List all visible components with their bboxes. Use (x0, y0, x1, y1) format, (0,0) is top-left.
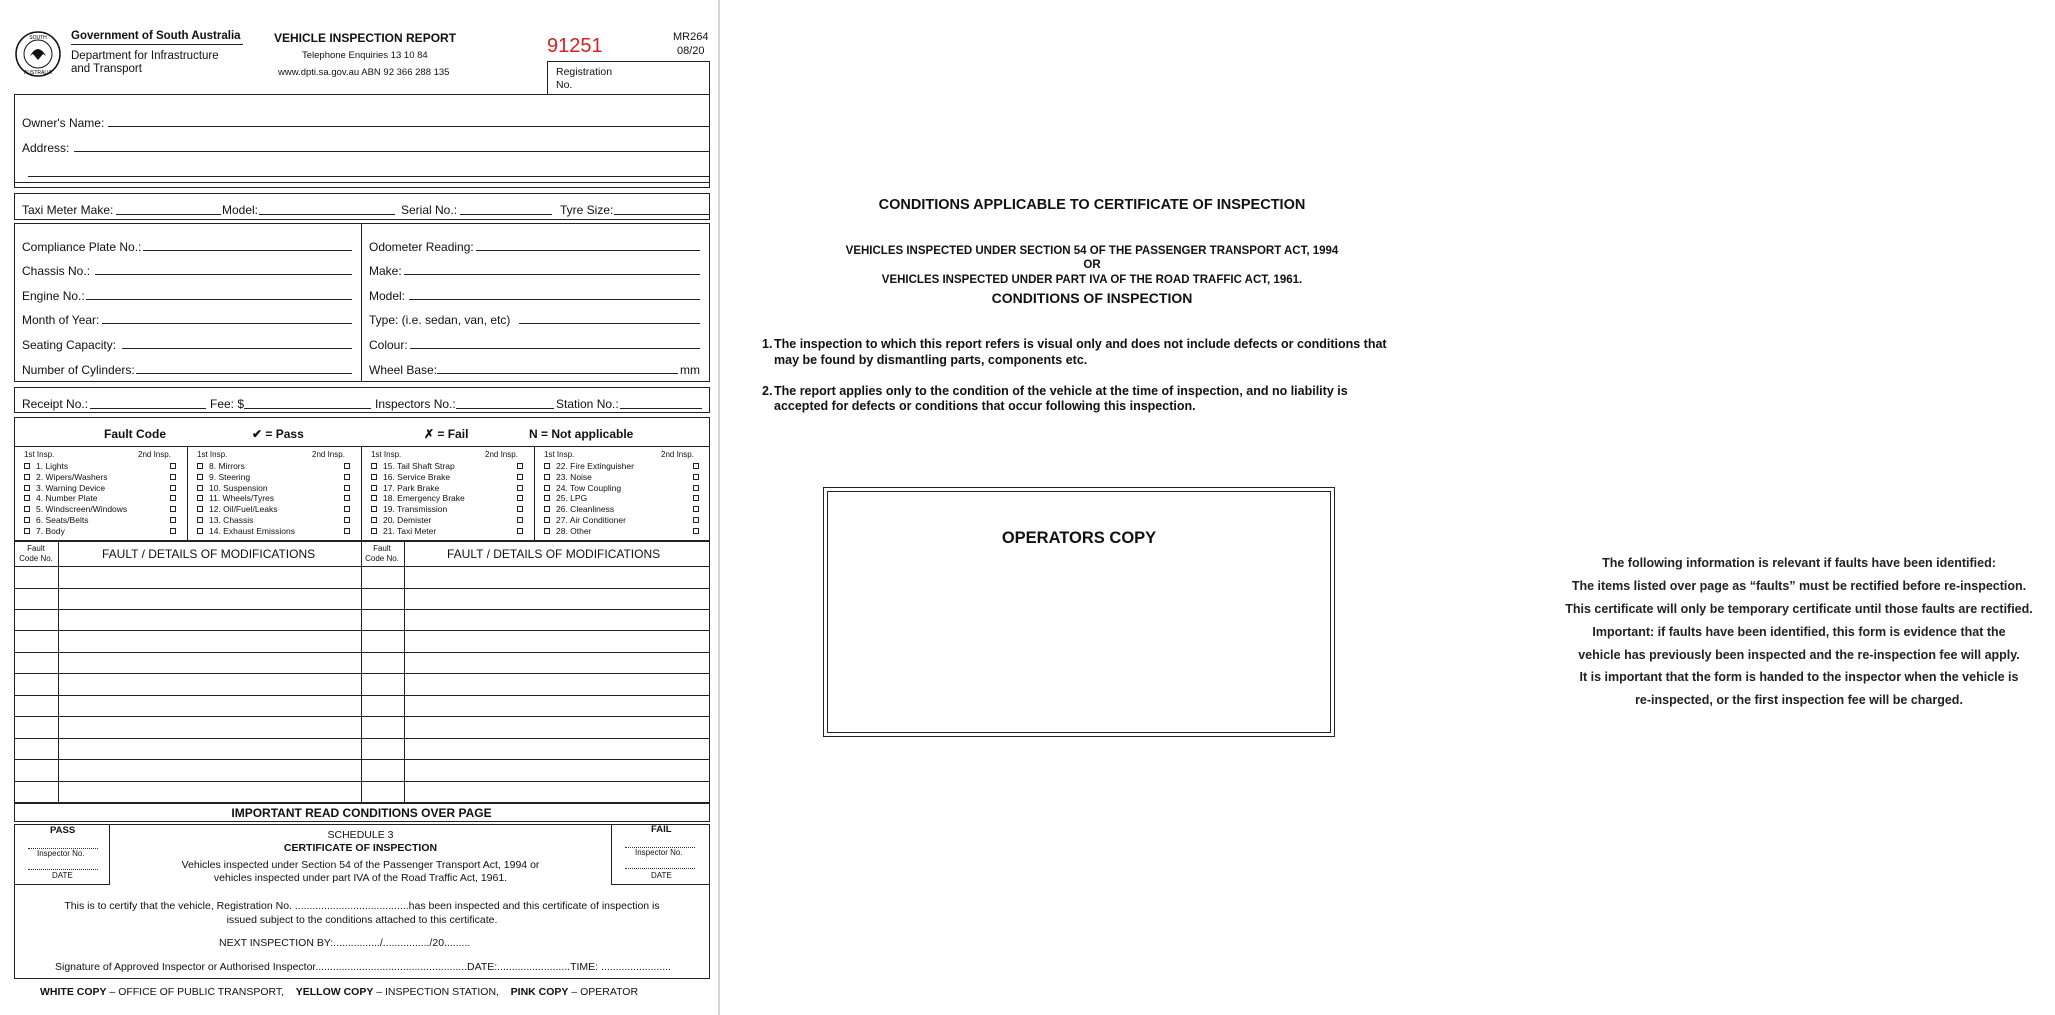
second-insp-checkbox[interactable] (170, 528, 176, 534)
gov-name: Government of South Australia (71, 30, 241, 42)
second-insp-checkbox[interactable] (170, 517, 176, 523)
first-insp-checkbox[interactable] (371, 506, 377, 512)
first-insp-checkbox[interactable] (544, 517, 550, 523)
fail-inspector-label: Inspector No. (635, 848, 683, 857)
second-insp-checkbox[interactable] (170, 506, 176, 512)
first-insp-checkbox[interactable] (197, 463, 203, 469)
vehicle-left-label: Chassis No.: (22, 264, 91, 278)
second-insp-checkbox[interactable] (517, 485, 523, 491)
pass-date-label: DATE (52, 871, 73, 880)
conditions-subheading-1: VEHICLES INSPECTED UNDER SECTION 54 OF THE PASSENGER TRANSPORT ACT, 1994 (845, 245, 1339, 257)
second-insp-checkbox[interactable] (693, 528, 699, 534)
checklist-item-label: 26. Cleanliness (556, 504, 615, 515)
first-insp-checkbox[interactable] (544, 495, 550, 501)
table-row[interactable] (14, 695, 710, 696)
copy-distribution (40, 986, 638, 998)
second-insp-checkbox[interactable] (344, 506, 350, 512)
next-inspection-by: NEXT INSPECTION BY:................/................/20......... (219, 937, 471, 949)
station-no-field[interactable] (620, 408, 702, 409)
dept-name-1: Department for Infrastructure (71, 50, 219, 62)
second-insp-header: 2nd Insp. (312, 450, 345, 459)
first-insp-header: 1st Insp. (371, 450, 402, 459)
vehicle-right-field[interactable] (409, 299, 700, 300)
pass-legend: ✔ = Pass (252, 427, 304, 441)
first-insp-checkbox[interactable] (371, 463, 377, 469)
condition-2-line-1: The report applies only to the condition of the vehicle at the time of inspection, and no liability is (774, 384, 1348, 398)
certify-statement-2: issued subject to the conditions attached to this certificate. (226, 914, 498, 926)
checklist-item-label: 23. Noise (556, 471, 592, 482)
fail-date-label: DATE (651, 871, 672, 880)
vehicle-right-label: Make: (369, 264, 402, 278)
taxi-model-field[interactable] (259, 214, 395, 215)
conditions-of-inspection-heading: CONDITIONS OF INSPECTION (991, 290, 1193, 306)
first-insp-checkbox[interactable] (371, 485, 377, 491)
pink-copy-label: PINK COPY (510, 986, 569, 998)
checklist-item-label: 22. Fire Extinguisher (556, 461, 634, 471)
logo-text-bottom: AUSTRALIA (24, 70, 52, 76)
first-insp-header: 1st Insp. (24, 450, 55, 459)
report-page-front (0, 0, 718, 1015)
sa-crest-icon (13, 30, 63, 78)
inspector-signature-line: Signature of Approved Inspector or Authorised Inspector....................................................DATE:.........................TIME: ........................ (55, 961, 672, 973)
second-insp-checkbox[interactable] (693, 485, 699, 491)
vehicle-left-field[interactable] (86, 299, 352, 300)
table-row[interactable] (14, 588, 710, 589)
wheelbase-unit: mm (680, 363, 700, 377)
condition-1-number: 1. (762, 337, 773, 351)
schedule-label: SCHEDULE 3 (327, 829, 394, 841)
first-insp-checkbox[interactable] (371, 474, 377, 480)
checklist-item-label: 20. Demister (383, 515, 432, 525)
logo-text-top: SOUTH (29, 35, 47, 41)
table-row[interactable] (14, 673, 710, 674)
second-insp-checkbox[interactable] (693, 495, 699, 501)
tyre-size-label: Tyre Size: (560, 203, 614, 217)
certificate-title: CERTIFICATE OF INSPECTION (283, 842, 438, 854)
second-insp-checkbox[interactable] (170, 485, 176, 491)
not-applicable-legend: N = Not applicable (529, 427, 634, 441)
vehicle-left-label: Engine No.: (22, 289, 85, 303)
fault-code-col-header-right: Fault Code No. (365, 544, 399, 563)
second-insp-checkbox[interactable] (517, 517, 523, 523)
vehicle-right-field[interactable] (476, 250, 700, 251)
checklist-item-label: 18. Emergency Brake (383, 493, 465, 504)
first-insp-header: 1st Insp. (197, 450, 228, 459)
first-insp-checkbox[interactable] (544, 506, 550, 512)
checklist-item-label: 3. Warning Device (36, 482, 106, 493)
first-insp-checkbox[interactable] (197, 474, 203, 480)
vehicle-right-label: Type: (i.e. sedan, van, etc) (369, 313, 511, 327)
vehicle-left-field[interactable] (95, 274, 352, 275)
first-insp-checkbox[interactable] (24, 463, 30, 469)
operators-copy-line: vehicle has previously been inspected and the re-inspection fee will apply. (1578, 648, 2020, 662)
certify-statement-1: This is to certify that the vehicle, Registration No. .......................................has been inspected and this certificate of inspection is (64, 900, 660, 912)
second-insp-checkbox[interactable] (517, 506, 523, 512)
checklist-item-label: 13. Chassis (209, 515, 254, 525)
vehicle-left-label: Month of Year: (22, 313, 100, 327)
inspectors-no-label: Inspectors No.: (375, 397, 456, 411)
second-insp-checkbox[interactable] (517, 474, 523, 480)
vehicle-left-field[interactable] (143, 250, 352, 251)
first-insp-checkbox[interactable] (24, 495, 30, 501)
table-row[interactable] (14, 759, 710, 760)
second-insp-checkbox[interactable] (170, 463, 176, 469)
vehicle-right-field[interactable] (410, 348, 700, 349)
first-insp-checkbox[interactable] (197, 517, 203, 523)
checklist-item-label: 14. Exhaust Emissions (209, 525, 295, 536)
second-insp-checkbox[interactable] (517, 528, 523, 534)
taxi-meter-make-field[interactable] (116, 214, 221, 215)
first-insp-checkbox[interactable] (197, 495, 203, 501)
taxi-meter-make-label: Taxi Meter Make: (22, 203, 114, 217)
white-copy-label: WHITE COPY (40, 986, 107, 998)
first-insp-checkbox[interactable] (371, 528, 377, 534)
checklist-item-label: 7. Body (36, 525, 65, 536)
first-insp-checkbox[interactable] (24, 485, 30, 491)
first-insp-checkbox[interactable] (544, 485, 550, 491)
phone-enquiries: Telephone Enquiries 13 10 84 (302, 50, 428, 61)
first-insp-checkbox[interactable] (24, 528, 30, 534)
operators-copy-line: This certificate will only be temporary certificate until those faults are rectified. (1565, 602, 2033, 616)
operators-copy-line: re-inspected, or the first inspection fee will be charged. (1635, 693, 1963, 707)
vehicle-right-label: Odometer Reading: (369, 240, 474, 254)
vehicle-left-field[interactable] (122, 348, 352, 349)
vehicle-right-field[interactable] (437, 373, 678, 374)
second-insp-checkbox[interactable] (693, 506, 699, 512)
first-insp-header: 1st Insp. (544, 450, 575, 459)
inspectors-no-field[interactable] (456, 408, 554, 409)
dept-name-2: and Transport (71, 63, 142, 75)
receipt-no-field[interactable] (90, 408, 206, 409)
table-row[interactable] (14, 566, 710, 567)
white-copy-text: – OFFICE OF PUBLIC TRANSPORT, (106, 986, 285, 998)
checklist-item-label: 27. Air Conditioner (556, 515, 626, 525)
checklist-item-label: 24. Tow Coupling (556, 482, 622, 493)
yellow-copy-label: YELLOW COPY (295, 986, 374, 998)
table-row[interactable] (14, 652, 710, 653)
fee-label: Fee: $ (210, 397, 245, 411)
tyre-size-field[interactable] (614, 214, 710, 215)
report-title: VEHICLE INSPECTION REPORT (274, 31, 457, 45)
vehicle-left-label: Seating Capacity: (22, 338, 117, 352)
second-insp-header: 2nd Insp. (661, 450, 694, 459)
conditions-heading: CONDITIONS APPLICABLE TO CERTIFICATE OF INSPECTION (878, 197, 1306, 213)
taxi-serial-field[interactable] (460, 214, 552, 215)
fault-code-heading: Fault Code (104, 427, 166, 441)
certificate-text-2: vehicles inspected under part IVA of the Road Traffic Act, 1961. (213, 872, 508, 884)
checklist-item-label: 21. Taxi Meter (383, 525, 437, 536)
operators-copy-line: The following information is relevant if faults have been identified: (1602, 556, 1996, 570)
first-insp-checkbox[interactable] (371, 517, 377, 523)
second-insp-checkbox[interactable] (693, 517, 699, 523)
second-insp-checkbox[interactable] (693, 463, 699, 469)
pink-copy-text: – OPERATOR (568, 986, 639, 998)
second-insp-checkbox[interactable] (170, 474, 176, 480)
owner-name-field[interactable] (108, 126, 710, 127)
second-insp-checkbox[interactable] (517, 495, 523, 501)
conditions-subheading-2: VEHICLES INSPECTED UNDER PART IVA OF THE ROAD TRAFFIC ACT, 1961. (881, 274, 1303, 286)
table-row[interactable] (14, 716, 710, 717)
receipt-no-label: Receipt No.: (22, 397, 89, 411)
report-page-back (720, 0, 2033, 1015)
operators-copy-line: Important: if faults have been identified, this form is evidence that the (1592, 625, 2006, 639)
condition-1-line-1: The inspection to which this report refers is visual only and does not include defects or conditions that (774, 337, 1387, 351)
first-insp-checkbox[interactable] (544, 463, 550, 469)
first-insp-checkbox[interactable] (371, 495, 377, 501)
checklist-item-label: 9. Steering (209, 471, 251, 482)
second-insp-checkbox[interactable] (344, 485, 350, 491)
checklist-item-label: 1. Lights (36, 461, 69, 471)
second-insp-checkbox[interactable] (344, 474, 350, 480)
checklist-item-label: 6. Seats/Belts (36, 515, 89, 525)
second-insp-header: 2nd Insp. (485, 450, 518, 459)
fault-details-table (14, 541, 710, 803)
second-insp-checkbox[interactable] (693, 474, 699, 480)
vehicle-right-field[interactable] (519, 323, 700, 324)
vehicle-left-field[interactable] (136, 373, 352, 374)
checklist-item-label: 12. Oil/Fuel/Leaks (209, 504, 278, 515)
first-insp-checkbox[interactable] (24, 517, 30, 523)
owner-name-label: Owner's Name: (22, 116, 105, 130)
address-field[interactable] (74, 151, 710, 152)
conditions-subheading-or: OR (1083, 259, 1101, 271)
pass-heading: PASS (50, 825, 76, 836)
operators-copy-title: OPERATORS COPY (1001, 529, 1157, 547)
checklist-item-label: 19. Transmission (383, 504, 448, 515)
registration-box[interactable] (547, 61, 710, 95)
important-banner (14, 803, 710, 822)
checklist-item-label: 17. Park Brake (383, 482, 440, 493)
first-insp-checkbox[interactable] (544, 474, 550, 480)
first-insp-checkbox[interactable] (24, 506, 30, 512)
vehicle-left-label: Number of Cylinders: (22, 363, 135, 377)
checklist-item-label: 8. Mirrors (209, 461, 245, 471)
checklist-item-label: 2. Wipers/Washers (36, 471, 108, 482)
vehicle-right-label: Colour: (369, 338, 408, 352)
pass-inspector-label: Inspector No. (37, 849, 85, 858)
checklist-item-label: 28. Other (556, 525, 592, 536)
table-row[interactable] (14, 609, 710, 610)
operators-copy-line: It is important that the form is handed to the inspector when the vehicle is (1579, 670, 2019, 684)
pass-date-field[interactable] (28, 869, 98, 870)
yellow-copy-text: – INSPECTION STATION, (373, 986, 499, 998)
checklist-item-label: 4. Number Plate (36, 493, 98, 504)
condition-2-number: 2. (762, 384, 773, 398)
owner-section (14, 94, 710, 188)
taxi-model-label: Model: (222, 203, 259, 217)
first-insp-checkbox[interactable] (544, 528, 550, 534)
checklist-item-label: 10. Suspension (209, 482, 268, 493)
form-serial-number: 91251 (547, 35, 603, 57)
operators-copy-line: The items listed over page as “faults” must be rectified before re-inspection. (1571, 579, 2027, 593)
table-row[interactable] (14, 781, 710, 782)
fail-heading: FAIL (651, 824, 672, 835)
fee-field[interactable] (244, 408, 371, 409)
condition-2-line-2: accepted for defects or conditions that occur following this inspection. (774, 399, 1196, 413)
vehicle-left-field[interactable] (102, 323, 352, 324)
table-row[interactable] (14, 630, 710, 631)
second-insp-checkbox[interactable] (344, 517, 350, 523)
second-insp-checkbox[interactable] (344, 463, 350, 469)
fail-date-field[interactable] (625, 868, 695, 869)
vehicle-right-field[interactable] (404, 274, 700, 275)
vehicle-right-label: Model: (369, 289, 406, 303)
second-insp-checkbox[interactable] (344, 528, 350, 534)
checklist-item-label: 11. Wheels/Tyres (209, 493, 275, 504)
second-insp-checkbox[interactable] (344, 495, 350, 501)
checklist-item-label: 15. Tail Shaft Strap (383, 461, 455, 471)
address-field-2[interactable] (28, 176, 710, 177)
registration-label-2: No. (556, 79, 573, 91)
fault-details-col-header-right: FAULT / DETAILS OF MODIFICATIONS (447, 547, 661, 561)
vehicle-left-label: Compliance Plate No.: (22, 240, 142, 254)
fail-legend: ✗ = Fail (424, 427, 469, 441)
checklist-item-label: 25. LPG (556, 493, 588, 504)
registration-label-1: Registration (556, 66, 613, 78)
first-insp-checkbox[interactable] (197, 506, 203, 512)
address-label: Address: (22, 141, 70, 155)
operators-copy-box (823, 487, 1335, 737)
certificate-text-1: Vehicles inspected under Section 54 of the Passenger Transport Act, 1994 or (181, 859, 540, 871)
form-code: MR264 (673, 31, 709, 43)
first-insp-checkbox[interactable] (197, 528, 203, 534)
form-date: 08/20 (677, 45, 705, 57)
condition-1-line-2: may be found by dismantling parts, components etc. (774, 353, 1088, 367)
first-insp-checkbox[interactable] (197, 485, 203, 491)
second-insp-checkbox[interactable] (517, 463, 523, 469)
station-no-label: Station No.: (556, 397, 619, 411)
checklist-item-label: 5. Windscreen/Windows (36, 504, 128, 515)
fault-details-col-header-left: FAULT / DETAILS OF MODIFICATIONS (102, 547, 316, 561)
first-insp-checkbox[interactable] (24, 474, 30, 480)
taxi-serial-label: Serial No.: (401, 203, 458, 217)
checklist-item-label: 16. Service Brake (383, 471, 451, 482)
fault-code-col-header-left: Fault Code No. (19, 544, 53, 563)
table-row[interactable] (14, 738, 710, 739)
second-insp-header: 2nd Insp. (138, 450, 171, 459)
website-abn: www.dpti.sa.gov.au ABN 92 366 288 135 (278, 67, 450, 78)
important-read-conditions: IMPORTANT READ CONDITIONS OVER PAGE (231, 806, 492, 820)
second-insp-checkbox[interactable] (170, 495, 176, 501)
vehicle-right-label: Wheel Base: (369, 363, 438, 377)
